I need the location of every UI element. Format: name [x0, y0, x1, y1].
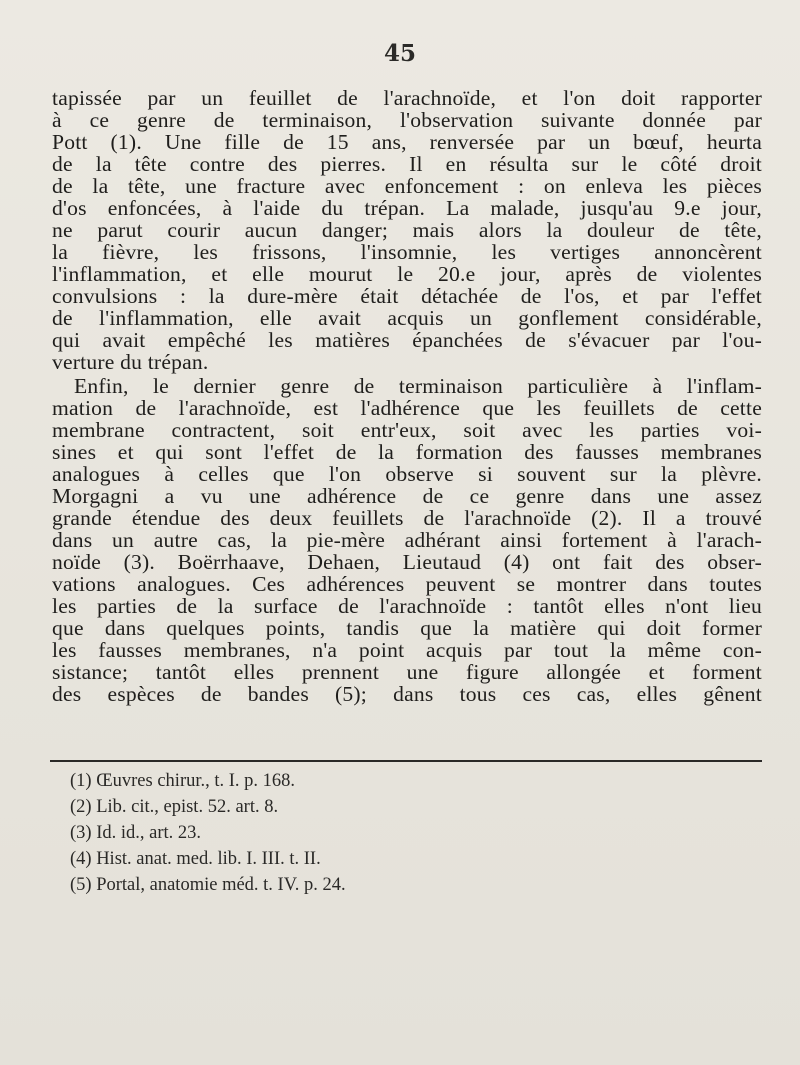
footnote: (3) Id. id., art. 23. — [70, 823, 202, 843]
page-number: 45 — [383, 40, 416, 67]
text-line: tapissée par un feuillet de l'arachnoïde, et l'on doit rapporter — [52, 86, 762, 110]
text-line: que dans quelques points, tandis que la matière qui doit former — [52, 616, 762, 640]
text-line: noïde (3). Boërrhaave, Dehaen, Lieutaud (4) ont fait des obser- — [52, 550, 762, 574]
text-line: de l'inflammation, elle avait acquis un gonflement considérable, — [52, 306, 762, 330]
text-line: Morgagni a vu une adhérence de ce genre dans une assez — [52, 484, 762, 508]
text-line: dans un autre cas, la pie-mère adhérant ainsi fortement à l'arach- — [52, 528, 762, 552]
text-line: de la tête contre des pierres. Il en résulta sur le côté droit — [52, 152, 762, 176]
text-line: qui avait empêché les matières épanchées de s'évacuer par l'ou- — [52, 328, 762, 352]
text-line: l'inflammation, et elle mourut le 20.e jour, après de violentes — [52, 262, 762, 286]
text-line: grande étendue des deux feuillets de l'arachnoïde (2). Il a trouvé — [52, 506, 762, 530]
text-line: membrane contractent, soit entr'eux, soit avec les parties voi- — [52, 418, 762, 442]
text-line: à ce genre de terminaison, l'observation suivante donnée par — [52, 108, 762, 132]
footnote: (1) Œuvres chirur., t. I. p. 168. — [70, 771, 296, 791]
footnote: (2) Lib. cit., epist. 52. art. 8. — [70, 797, 279, 817]
text-line: analogues à celles que l'on observe si souvent sur la plèvre. — [52, 462, 762, 486]
text-line: vations analogues. Ces adhérences peuvent se montrer dans toutes — [52, 572, 762, 596]
text-line: verture du trépan. — [52, 350, 209, 374]
text-line: mation de l'arachnoïde, est l'adhérence que les feuillets de cette — [52, 396, 762, 420]
text-line: les fausses membranes, n'a point acquis par tout la même con- — [52, 638, 762, 662]
text-line: sistance; tantôt elles prennent une figure allongée et forment — [52, 660, 762, 684]
text-line: des espèces de bandes (5); dans tous ces cas, elles gênent — [52, 682, 762, 706]
text-line: de la tête, une fracture avec enfoncement : on enleva les pièces — [52, 174, 762, 198]
text-line: ne parut courir aucun danger; mais alors la douleur de tête, — [52, 218, 762, 242]
text-line: la fièvre, les frissons, l'insomnie, les vertiges annoncèrent — [52, 240, 762, 264]
text-line: les parties de la surface de l'arachnoïde : tantôt elles n'ont lieu — [52, 594, 762, 618]
footnote: (4) Hist. anat. med. lib. I. III. t. II. — [70, 849, 321, 869]
paragraph-first-line: Enfin, le dernier genre de terminaison particulière à l'inflam- — [74, 374, 762, 398]
footnote-rule — [50, 760, 762, 762]
text-line: d'os enfoncées, à l'aide du trépan. La malade, jusqu'au 9.e jour, — [52, 196, 762, 220]
text-line: Pott (1). Une fille de 15 ans, renversée par un bœuf, heurta — [52, 130, 762, 154]
footnote: (5) Portal, anatomie méd. t. IV. p. 24. — [70, 875, 346, 895]
text-line: convulsions : la dure-mère était détachée de l'os, et par l'effet — [52, 284, 762, 308]
text-line: sines et qui sont l'effet de la formation des fausses membranes — [52, 440, 762, 464]
